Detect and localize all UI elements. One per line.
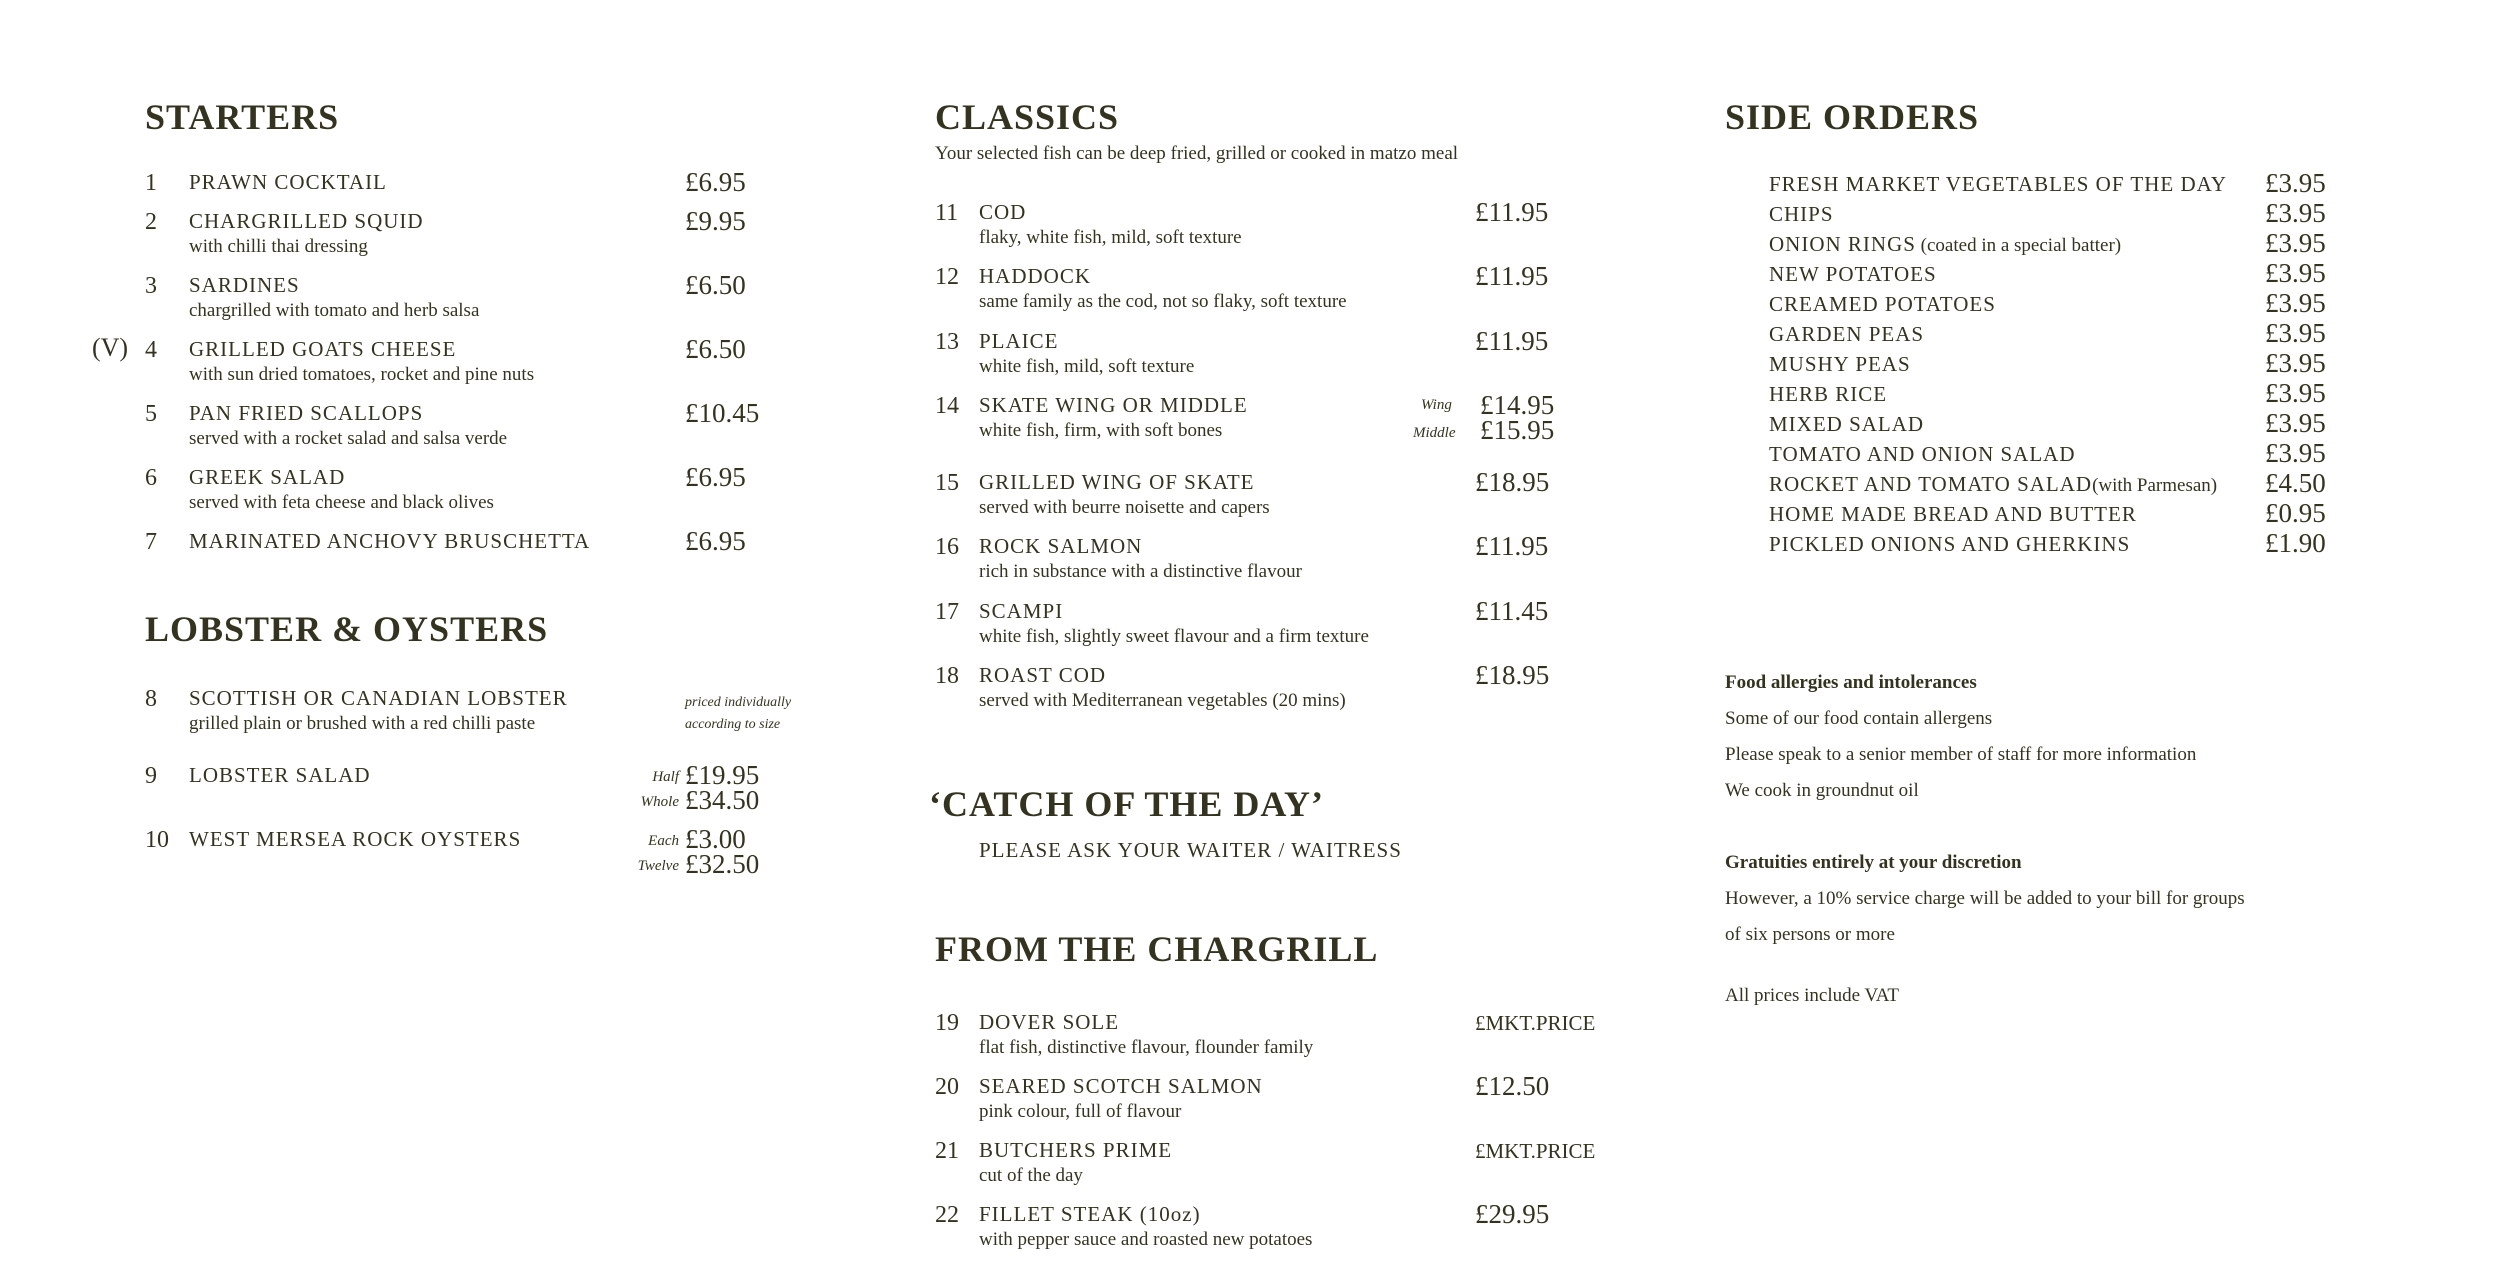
item-description: cut of the day bbox=[979, 1165, 1083, 1186]
item-number: 17 bbox=[935, 599, 959, 625]
item-price: £11.45 bbox=[1475, 596, 1549, 626]
menu-item bbox=[145, 760, 805, 823]
allergy-heading: Food allergies and intolerances bbox=[1725, 672, 1977, 693]
item-name: SARDINES bbox=[189, 273, 300, 297]
item-description: flaky, white fish, mild, soft texture bbox=[979, 227, 1242, 248]
menu-item bbox=[935, 596, 1615, 659]
item-description: rich in substance with a distinctive flavour bbox=[979, 561, 1302, 582]
lobster-oysters-title: LOBSTER & OYSTERS bbox=[145, 609, 549, 649]
menu-item bbox=[935, 660, 1615, 723]
side-orders-title: SIDE ORDERS bbox=[1725, 97, 1980, 137]
item-name: BUTCHERS PRIME bbox=[979, 1138, 1173, 1162]
side-item-name: PICKLED ONIONS AND GHERKINS bbox=[1769, 532, 2131, 556]
side-item-name: MUSHY PEAS bbox=[1769, 352, 1911, 376]
side-item bbox=[1769, 442, 2075, 467]
item-number: 2 bbox=[145, 209, 157, 235]
price-label: Twelve bbox=[637, 858, 679, 874]
item-name: PAN FRIED SCALLOPS bbox=[189, 401, 424, 425]
item-number: 19 bbox=[935, 1010, 959, 1036]
item-price: £12.50 bbox=[1475, 1071, 1550, 1101]
price-label: Wing bbox=[1421, 397, 1452, 413]
menu-item bbox=[935, 1138, 1615, 1198]
price-label: Whole bbox=[640, 794, 679, 810]
item-price: £3.00 bbox=[685, 824, 746, 854]
menu-item bbox=[145, 824, 805, 887]
menu-item bbox=[145, 206, 805, 269]
price-label: Half bbox=[652, 769, 679, 785]
item-number: 5 bbox=[145, 401, 157, 427]
item-price: £14.95 bbox=[1480, 390, 1555, 420]
item-price: £11.95 bbox=[1475, 261, 1549, 291]
side-item-name: TOMATO AND ONION SALAD bbox=[1769, 442, 2076, 466]
item-description: white fish, slightly sweet flavour and a firm texture bbox=[979, 626, 1369, 647]
side-item-name: HERB RICE bbox=[1769, 382, 1888, 406]
gratuity-text: However, a 10% service charge will be added to your bill for groups bbox=[1725, 888, 2245, 909]
item-name: PRAWN COCKTAIL bbox=[189, 170, 387, 194]
side-item-price: £1.90 bbox=[2265, 528, 2326, 558]
item-number: 6 bbox=[145, 465, 157, 491]
side-item-price: £3.95 bbox=[2265, 168, 2326, 198]
item-number: 8 bbox=[145, 686, 157, 712]
side-item bbox=[1769, 382, 1887, 407]
item-price: £18.95 bbox=[1475, 660, 1550, 690]
vegetarian-marker: (V) bbox=[92, 333, 129, 362]
item-description: same family as the cod, not so flaky, soft texture bbox=[979, 291, 1347, 312]
item-number: 12 bbox=[935, 264, 959, 290]
item-number: 16 bbox=[935, 534, 959, 560]
side-item-price: £3.95 bbox=[2265, 258, 2326, 288]
item-price: £11.95 bbox=[1475, 531, 1549, 561]
side-item-note: (with Parmesan) bbox=[2092, 475, 2218, 496]
side-item-price: £0.95 bbox=[2265, 498, 2326, 528]
item-number: 10 bbox=[145, 827, 169, 853]
menu-item bbox=[935, 1071, 1615, 1134]
allergy-text: Some of our food contain allergens bbox=[1725, 708, 1993, 729]
item-description: served with feta cheese and black olives bbox=[189, 492, 494, 513]
item-price: £18.95 bbox=[1475, 467, 1550, 497]
side-item bbox=[1769, 472, 2217, 497]
item-number: 18 bbox=[935, 663, 959, 689]
item-price: £34.50 bbox=[685, 785, 760, 815]
item-price: £MKT.PRICE bbox=[1475, 1139, 1596, 1163]
side-item-name: NEW POTATOES bbox=[1769, 262, 1937, 286]
menu-item bbox=[935, 326, 1615, 389]
menu-item bbox=[935, 1010, 1615, 1070]
side-item bbox=[1769, 502, 2137, 527]
side-item-price: £3.95 bbox=[2265, 198, 2326, 228]
item-description: grilled plain or brushed with a red chilli paste bbox=[189, 713, 536, 734]
menu-item bbox=[145, 526, 805, 589]
item-number: 1 bbox=[145, 170, 157, 196]
item-description: white fish, firm, with soft bones bbox=[979, 420, 1223, 441]
side-item-name: MIXED SALAD bbox=[1769, 412, 1925, 436]
side-item-note: (coated in a special batter) bbox=[1915, 235, 2122, 256]
item-price: £6.50 bbox=[685, 334, 746, 364]
item-description: flat fish, distinctive flavour, flounder family bbox=[979, 1037, 1314, 1058]
item-description: served with beurre noisette and capers bbox=[979, 497, 1270, 518]
side-item-price: £3.95 bbox=[2265, 438, 2326, 468]
side-item-name: GARDEN PEAS bbox=[1769, 322, 1925, 346]
item-price: £15.95 bbox=[1480, 415, 1555, 445]
side-item-price: £3.95 bbox=[2265, 228, 2326, 258]
item-name: SEARED SCOTCH SALMON bbox=[979, 1074, 1263, 1098]
side-item-name: ONION RINGS bbox=[1769, 232, 1916, 256]
item-price: £19.95 bbox=[685, 760, 760, 790]
item-number: 7 bbox=[145, 529, 157, 555]
item-name: SKATE WING OR MIDDLE bbox=[979, 393, 1248, 417]
item-number: 21 bbox=[935, 1138, 959, 1164]
item-name: MARINATED ANCHOVY BRUSCHETTA bbox=[189, 529, 591, 553]
side-item bbox=[1769, 412, 1924, 437]
side-item bbox=[1769, 292, 1996, 317]
item-name: LOBSTER SALAD bbox=[189, 763, 371, 787]
catch-of-the-day-text: PLEASE ASK YOUR WAITER / WAITRESS bbox=[979, 838, 1402, 862]
item-number: 3 bbox=[145, 273, 157, 299]
item-number: 20 bbox=[935, 1074, 959, 1100]
item-price: £11.95 bbox=[1475, 326, 1549, 356]
gratuity-heading: Gratuities entirely at your discretion bbox=[1725, 852, 2022, 873]
classics-title: CLASSICS bbox=[935, 97, 1120, 137]
item-name: GRILLED GOATS CHEESE bbox=[189, 337, 457, 361]
menu-item bbox=[935, 261, 1615, 324]
side-item bbox=[1769, 262, 1937, 287]
side-item-price: £3.95 bbox=[2265, 348, 2326, 378]
item-number: 14 bbox=[935, 393, 959, 419]
side-item-price: £3.95 bbox=[2265, 288, 2326, 318]
item-description: chargrilled with tomato and herb salsa bbox=[189, 300, 480, 321]
classics-subtitle: Your selected fish can be deep fried, grilled or cooked in matzo meal bbox=[935, 143, 1459, 164]
item-description: with sun dried tomatoes, rocket and pine nuts bbox=[189, 364, 535, 385]
menu-item bbox=[145, 398, 805, 461]
gratuity-text: of six persons or more bbox=[1725, 924, 1895, 945]
menu-item bbox=[145, 462, 805, 525]
item-price: £6.95 bbox=[685, 167, 746, 197]
vat-note: All prices include VAT bbox=[1725, 985, 1899, 1006]
side-item-name: CHIPS bbox=[1769, 202, 1834, 226]
item-description: with pepper sauce and roasted new potatoes bbox=[979, 1229, 1313, 1250]
menu-item bbox=[935, 197, 1615, 260]
item-description: served with a rocket salad and salsa verde bbox=[189, 428, 508, 449]
allergy-text: We cook in groundnut oil bbox=[1725, 780, 1919, 801]
item-name: GREEK SALAD bbox=[189, 465, 346, 489]
side-item-price: £3.95 bbox=[2265, 408, 2326, 438]
item-name: HADDOCK bbox=[979, 264, 1091, 288]
side-item-price: £4.50 bbox=[2265, 468, 2326, 498]
catch-of-the-day-title: ‘CATCH OF THE DAY’ bbox=[929, 784, 1325, 824]
item-number: 22 bbox=[935, 1202, 959, 1228]
side-item bbox=[1769, 322, 1924, 347]
starters-title: STARTERS bbox=[145, 97, 340, 137]
item-price: £32.50 bbox=[685, 849, 760, 879]
price-note-line1: priced individually bbox=[685, 695, 792, 710]
side-item-price: £3.95 bbox=[2265, 318, 2326, 348]
side-item-price: £3.95 bbox=[2265, 378, 2326, 408]
item-name: SCAMPI bbox=[979, 599, 1064, 623]
item-price: £10.45 bbox=[685, 398, 760, 428]
chargrill-title: FROM THE CHARGRILL bbox=[935, 929, 1379, 969]
item-name: ROAST COD bbox=[979, 663, 1107, 687]
menu-item bbox=[935, 390, 1615, 453]
item-description: pink colour, full of flavour bbox=[979, 1101, 1182, 1122]
item-price: £6.95 bbox=[685, 526, 746, 556]
side-item bbox=[1769, 532, 2130, 557]
menu-item bbox=[935, 467, 1615, 530]
side-item bbox=[1769, 232, 2121, 257]
item-name: ROCK SALMON bbox=[979, 534, 1143, 558]
price-note-line2: according to size bbox=[685, 717, 781, 732]
item-name: DOVER SOLE bbox=[979, 1010, 1120, 1034]
menu-item bbox=[92, 333, 805, 397]
item-price: £6.95 bbox=[685, 462, 746, 492]
side-item-name: FRESH MARKET VEGETABLES OF THE DAY bbox=[1769, 172, 2228, 196]
menu-item bbox=[935, 531, 1615, 594]
item-price: £29.95 bbox=[1475, 1199, 1550, 1229]
item-price: £MKT.PRICE bbox=[1475, 1011, 1596, 1035]
side-item bbox=[1769, 172, 2227, 197]
item-description: white fish, mild, soft texture bbox=[979, 356, 1195, 377]
item-name: COD bbox=[979, 200, 1027, 224]
item-name: WEST MERSEA ROCK OYSTERS bbox=[189, 827, 522, 851]
menu-item bbox=[935, 1199, 1615, 1262]
item-name: PLAICE bbox=[979, 329, 1059, 353]
side-item bbox=[1769, 202, 1834, 227]
price-label: Each bbox=[648, 833, 679, 849]
item-price: £6.50 bbox=[685, 270, 746, 300]
item-number: 11 bbox=[935, 200, 959, 226]
item-name: SCOTTISH OR CANADIAN LOBSTER bbox=[189, 686, 568, 710]
side-item-name: HOME MADE BREAD AND BUTTER bbox=[1769, 502, 2137, 526]
item-name: GRILLED WING OF SKATE bbox=[979, 470, 1255, 494]
menu-item bbox=[145, 686, 805, 746]
item-number: 15 bbox=[935, 470, 959, 496]
item-number: 4 bbox=[145, 337, 157, 363]
item-description: with chilli thai dressing bbox=[189, 236, 368, 257]
side-item bbox=[1769, 352, 1911, 377]
side-item-name: ROCKET AND TOMATO SALAD bbox=[1769, 472, 2093, 496]
allergy-text: Please speak to a senior member of staff for more information bbox=[1725, 744, 2197, 765]
price-label: Middle bbox=[1413, 425, 1456, 441]
item-price: £11.95 bbox=[1475, 197, 1549, 227]
side-item-name: CREAMED POTATOES bbox=[1769, 292, 1996, 316]
item-name: CHARGRILLED SQUID bbox=[189, 209, 424, 233]
item-number: 13 bbox=[935, 329, 959, 355]
item-price: £9.95 bbox=[685, 206, 746, 236]
menu-item bbox=[145, 270, 805, 333]
item-description: served with Mediterranean vegetables (20 mins) bbox=[979, 690, 1346, 711]
item-number: 9 bbox=[145, 763, 157, 789]
item-name: FILLET STEAK (10oz) bbox=[979, 1202, 1201, 1226]
